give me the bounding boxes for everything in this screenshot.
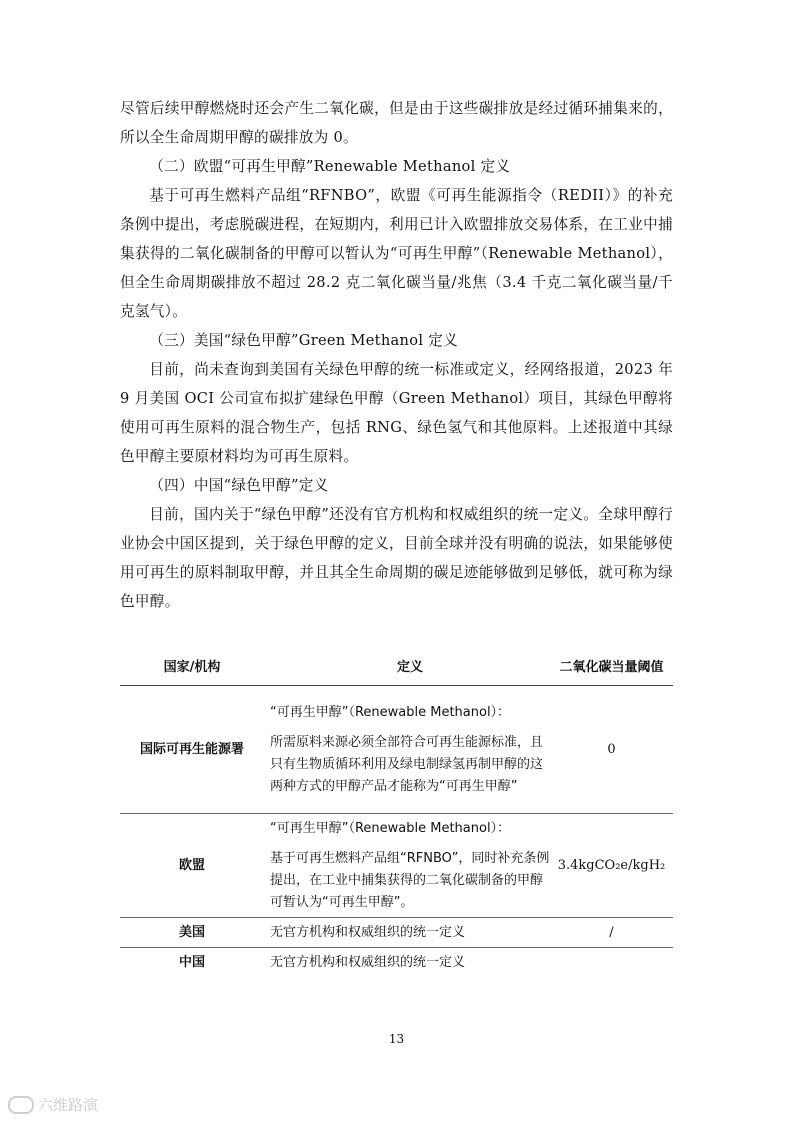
threshold-cell: 3.4kgCO₂e/kgH₂	[550, 814, 673, 918]
table-row	[120, 814, 673, 918]
heading-china: （四）中国“绿色甲醇”定义	[149, 477, 329, 494]
threshold-cell	[550, 948, 673, 978]
table-row	[120, 918, 673, 948]
watermark-text: 六维路演	[38, 1096, 99, 1114]
org-cell: 国际可再生能源署	[120, 686, 264, 814]
definition-cell	[264, 814, 550, 918]
definition-cell: 无官方机构和权威组织的统一定义	[264, 918, 550, 948]
header-definition: 定义	[264, 657, 550, 686]
table-header-row	[120, 657, 673, 686]
heading-eu: （二）欧盟“可再生甲醇”Renewable Methanol 定义	[149, 158, 511, 175]
definition-body: 所需原料来源必须全部符合可再生能源标准，且只有生物质循环利用及绿电制绿氢再制甲醇的这两种方式的甲醇产品才能称为“可再生甲醇”	[270, 734, 544, 794]
table-row	[120, 948, 673, 978]
watermark-logo-icon	[8, 1096, 34, 1114]
paragraph-eu: 基于可再生燃料产品组“RFNBO”，欧盟《可再生能源指令（REDII）》的补充条例中提出，考虑脱碳进程，在短期内，利用已计入欧盟排放交易体系，在工业中捕集获得的二氧化碳制备的甲醇可以暂认为“可再生甲醇”（Renewable Methanol），但全生命周期碳排放不超过 28.2 克二氧化碳当量/兆焦（3.4 千克二氧化碳当量/千克氢气）。	[120, 187, 673, 320]
org-cell: 中国	[178, 954, 205, 970]
header-org: 国家/机构	[120, 657, 264, 686]
definition-title: “可再生甲醇”（Renewable Methanol）：	[270, 704, 511, 720]
table-row	[120, 686, 673, 814]
org-cell: 欧盟	[120, 814, 264, 918]
watermark	[8, 1094, 98, 1115]
threshold-cell: /	[550, 918, 673, 948]
definitions-table	[120, 657, 673, 978]
paragraph-china: 目前，国内关于“绿色甲醇”还没有官方机构和权威组织的统一定义。全球甲醇行业协会中国区提到，关于绿色甲醇的定义，目前全球并没有明确的说法，如果能够使用可再生的原料制取甲醇，并且其全生命周期的碳足迹能够做到足够低，就可称为绿色甲醇。	[120, 506, 673, 610]
paragraph-us: 目前，尚未查询到美国有关绿色甲醇的统一标准或定义，经网络报道，2023 年 9 月美国 OCI 公司宣布拟扩建绿色甲醇（Green Methanol）项目，其绿色甲醇将使用可再生原料的混合物生产，包括 RNG、绿色氢气和其他原料。上述报道中其绿色甲醇主要原材料均为可再生原料。	[120, 361, 673, 465]
definition-body: 基于可再生燃料产品组“RFNBO”，同时补充条例提出，在工业中捕集获得的二氧化碳制备的甲醇可暂认为“可再生甲醇”。	[270, 850, 550, 910]
page-number: 13	[388, 1032, 405, 1046]
definition-cell	[264, 686, 550, 814]
definition-cell: 无官方机构和权威组织的统一定义	[270, 954, 466, 970]
paragraph-carbon-cycle: 尽管后续甲醇燃烧时还会产生二氧化碳，但是由于这些碳排放是经过循环捕集来的，所以全生命周期甲醇的碳排放为 0。	[120, 100, 673, 146]
header-threshold: 二氧化碳当量阈值	[550, 657, 673, 686]
heading-us: （三）美国“绿色甲醇”Green Methanol 定义	[149, 332, 459, 349]
definition-title: “可再生甲醇”（Renewable Methanol）：	[270, 820, 511, 836]
org-cell: 美国	[120, 918, 264, 948]
body-text	[120, 94, 673, 616]
threshold-cell: 0	[550, 686, 673, 814]
